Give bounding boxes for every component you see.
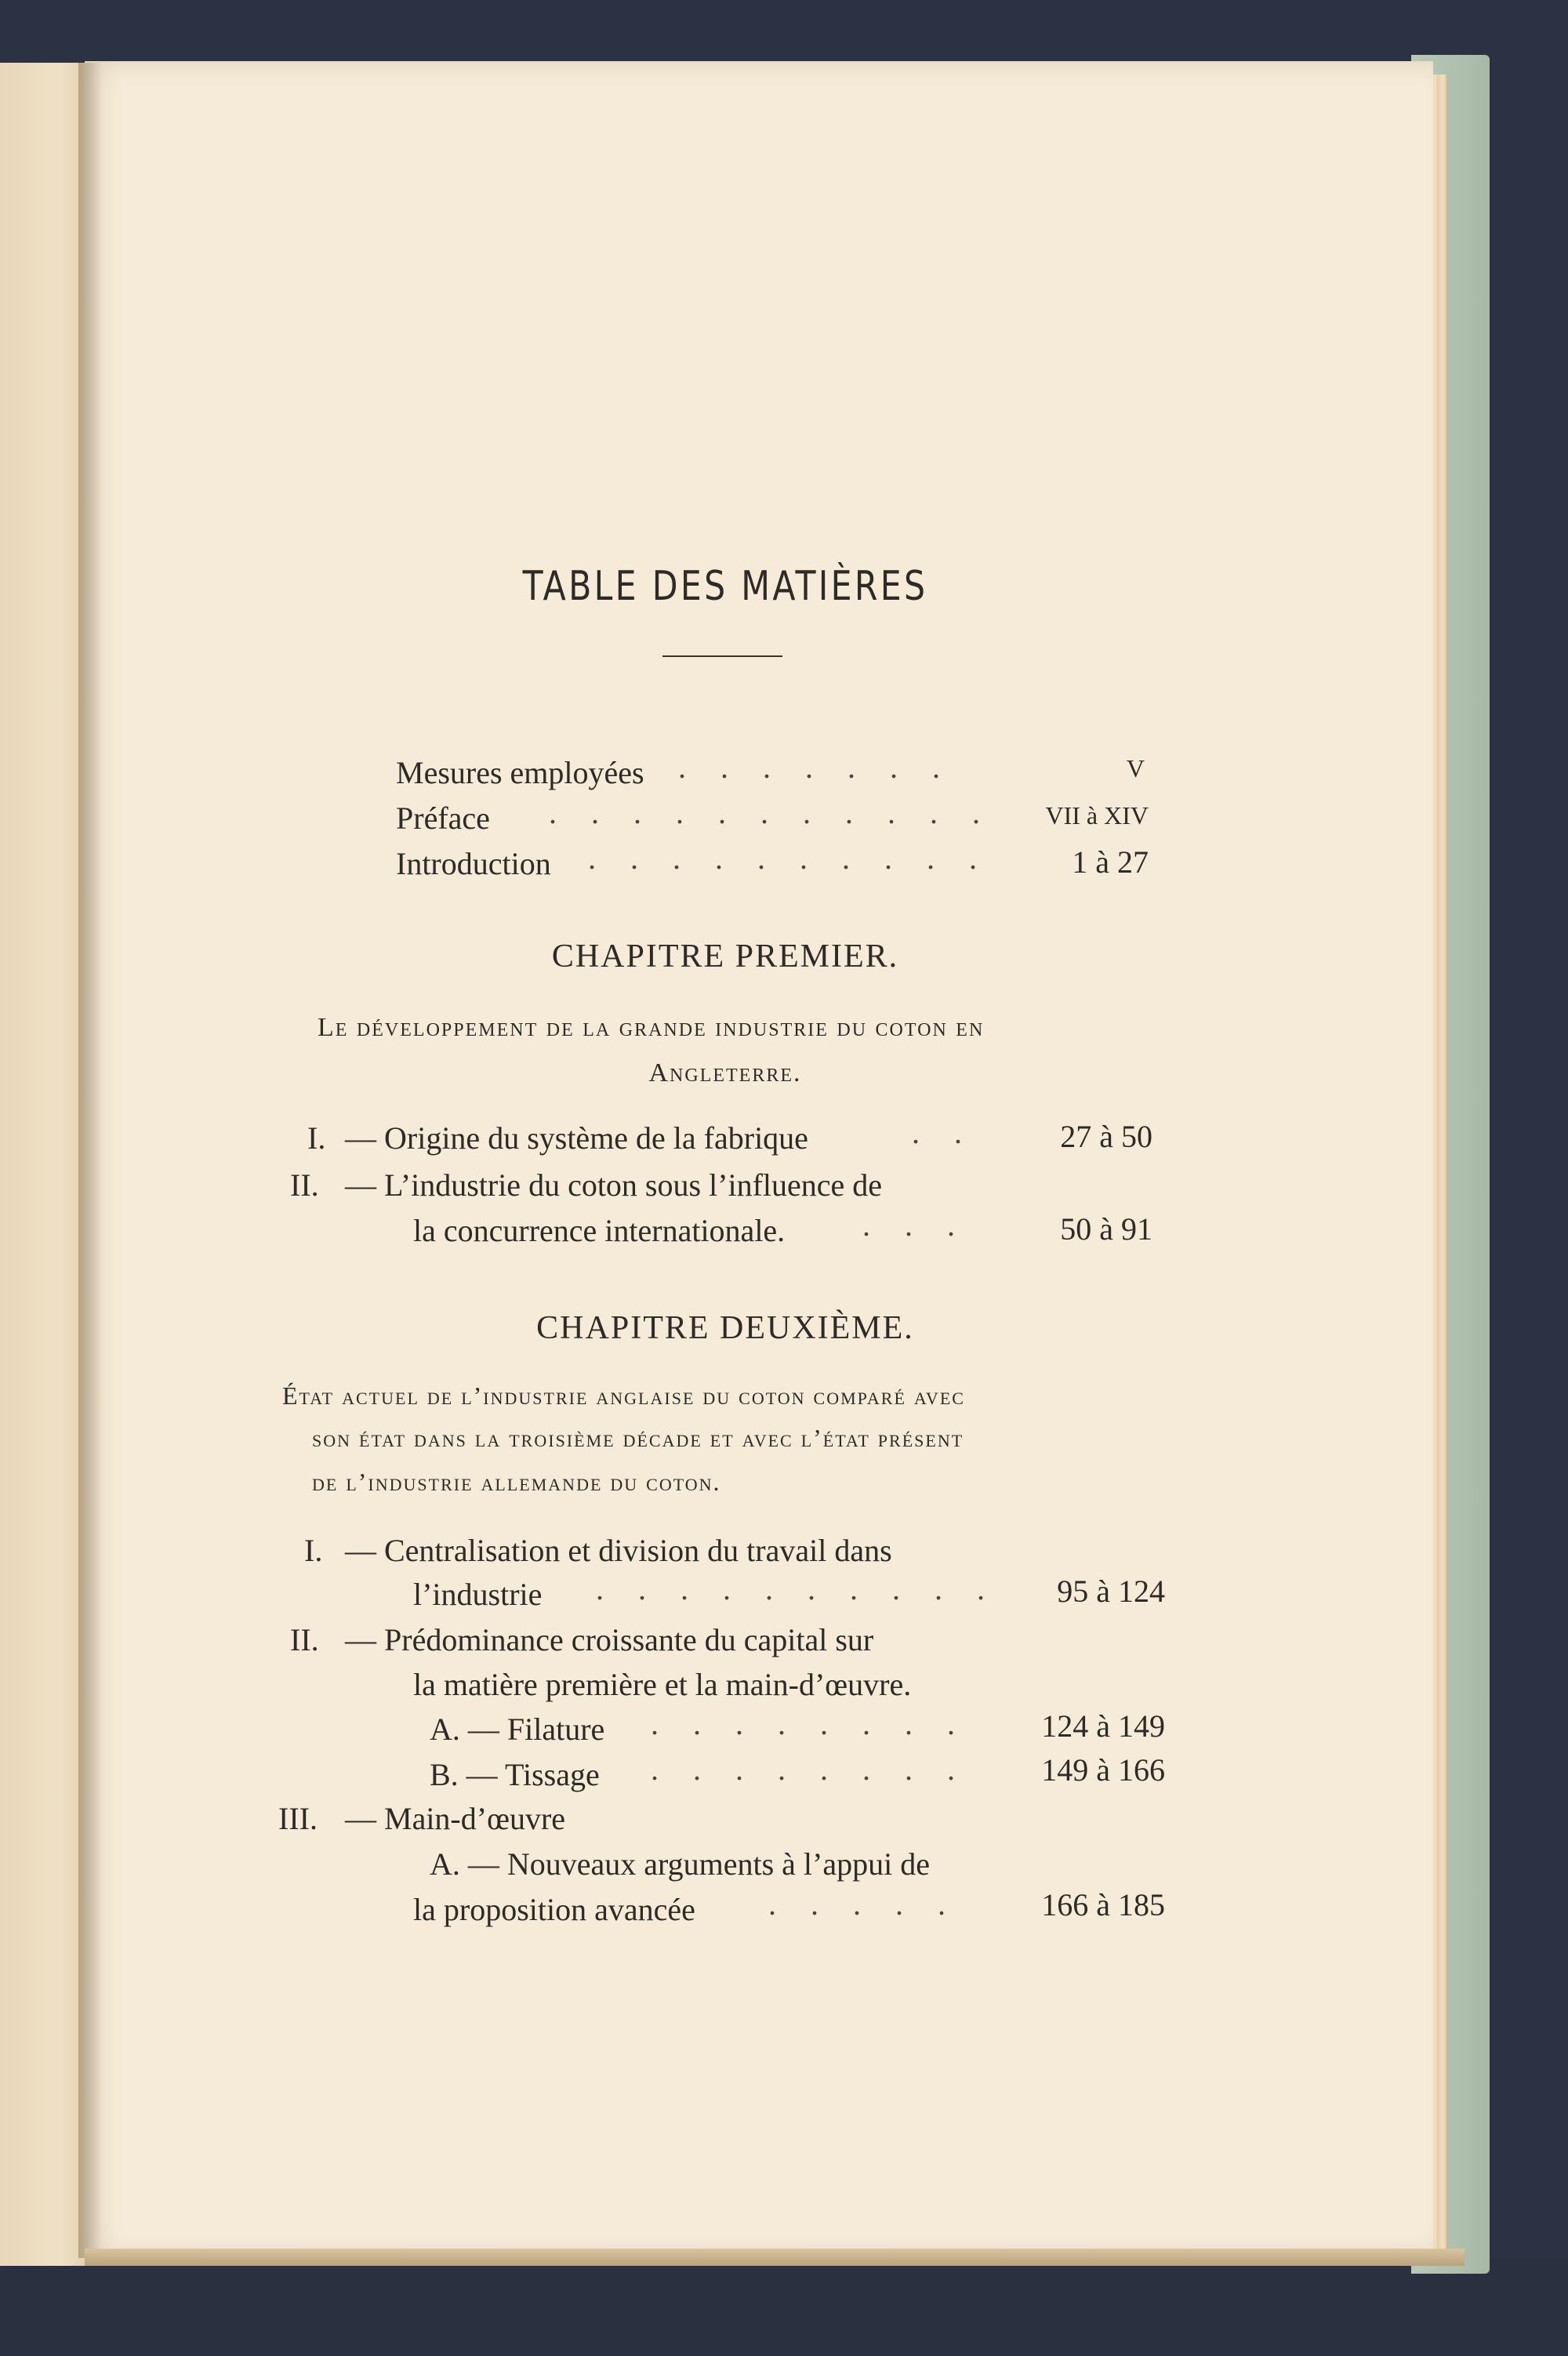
chapter-subtitle: de l’industrie allemande du coton. [312,1468,721,1496]
toc-entry-pages: 149 à 166 [1041,1752,1165,1788]
toc-entry-label: Introduction [396,846,551,881]
toc-entry-pages: 95 à 124 [1057,1574,1165,1609]
leader-dots: . . . . . . . . [651,1706,968,1741]
toc-entry-pages: 124 à 149 [1041,1708,1165,1744]
leader-dots: . . . . . . . . . . [596,1571,998,1606]
leader-dots: . . . . . . . [678,750,953,785]
leader-dots: . . [912,1115,975,1150]
leader-dots: . . . . . [768,1886,959,1922]
backdrop [0,2258,1568,2356]
entry-number: II. [290,1167,319,1203]
entry-number: II. [290,1622,319,1657]
chapter-subtitle: son état dans la troisième décade et avec l’état présent [312,1424,964,1452]
leader-dots: . . . . . . . . . . . [549,795,993,830]
chapter-heading: CHAPITRE PREMIER. [551,938,899,975]
toc-entry-label: la concurrence internationale. [413,1213,786,1248]
toc-entry-pages: 1 à 27 [1072,844,1149,880]
leader-dots: . . . [862,1207,968,1243]
chapter-subtitle: Angleterre. [648,1058,802,1087]
chapter-subtitle: Le développement de la grande industrie du coton en [318,1013,985,1042]
toc-entry-label: — L’industrie du coton sous l’influence de [345,1167,883,1203]
entry-number: III. [278,1801,318,1836]
toc-entry-pages: VII à XIV [1045,801,1149,830]
entry-number: I. [304,1533,323,1568]
toc-subentry-label: A. — Nouveaux arguments à l’appui de [430,1846,930,1882]
chapter-subtitle: État actuel de l’industrie anglaise du coton comparé avec [282,1381,965,1410]
toc-entry-label: la proposition avancée [413,1892,695,1927]
toc-entry-label: — Prédominance croissante du capital sur [345,1622,874,1657]
toc-entry-label: l’industrie [413,1577,543,1612]
chapter-heading: CHAPITRE DEUXIÈME. [536,1310,914,1346]
toc-entry-pages: 27 à 50 [1060,1119,1152,1154]
title-rule [662,655,782,657]
leader-dots: . . . . . . . . [651,1752,968,1787]
book-page [85,61,1433,2256]
toc-subentry-label: B. — Tissage [430,1757,600,1792]
toc-entry-pages: V [1126,754,1145,782]
entry-number: I. [307,1120,326,1156]
page-title: TABLE DES MATIÈRES [522,563,928,610]
page-bottom-edge [85,2249,1465,2266]
toc-entry-pages: 166 à 185 [1041,1887,1165,1922]
toc-entry-pages: 50 à 91 [1060,1211,1152,1247]
toc-entry-label: Préface [396,800,490,836]
toc-entry-label: Mesures employées [396,755,644,790]
toc-entry-label: — Origine du système de la fabrique [345,1120,808,1156]
toc-entry-label: — Centralisation et division du travail dans [345,1533,892,1568]
leader-dots: . . . . . . . . . . [588,840,990,876]
toc-entry-label: — Main-d’œuvre [345,1801,566,1836]
page-gutter-shadow [78,63,102,2258]
toc-entry-label: la matière première et la main-d’œuvre. [413,1667,912,1702]
toc-subentry-label: A. — Filature [430,1712,605,1747]
